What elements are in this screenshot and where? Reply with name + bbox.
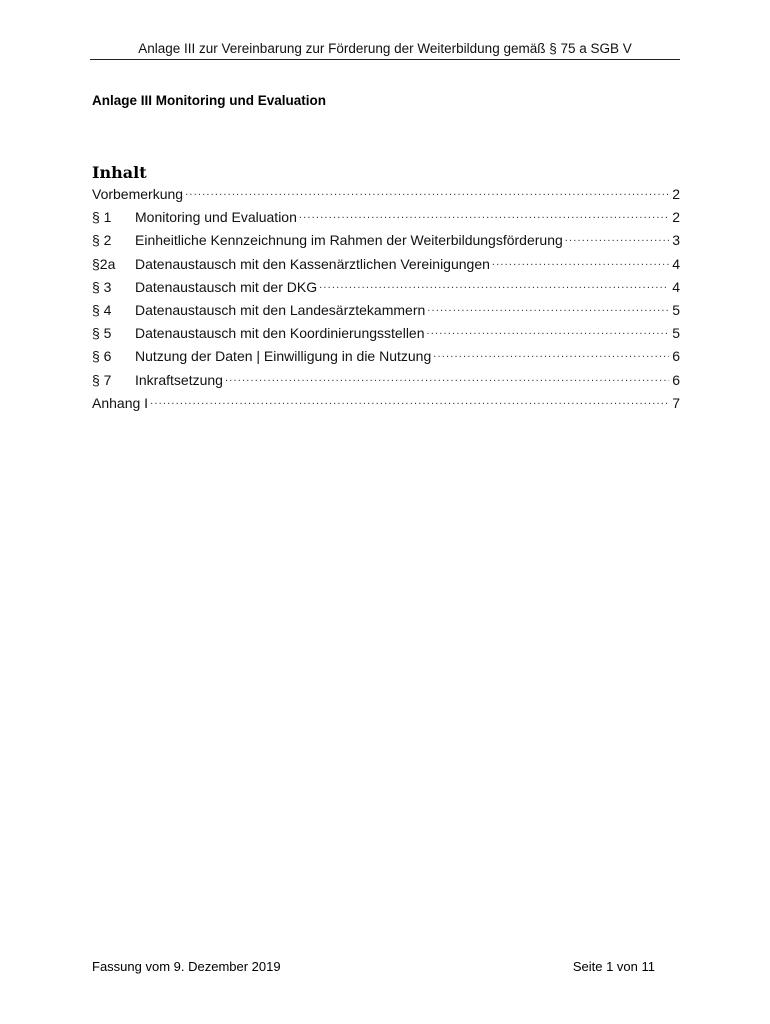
- toc-entry-page: 3: [672, 232, 680, 249]
- toc-entry-section-2a[interactable]: [92, 254, 680, 277]
- toc-entry-text: Datenaustausch mit den Koordinierungsstellen: [135, 325, 425, 342]
- toc-entry-page: 2: [672, 209, 680, 226]
- toc-entry-text: Anhang I: [92, 394, 149, 411]
- toc-entry-section-2[interactable]: [92, 230, 680, 253]
- running-header: Anlage III zur Vereinbarung zur Förderung der Weiterbildung gemäß § 75 a SGB V: [138, 41, 632, 56]
- toc-entry-number: § 1: [92, 209, 112, 226]
- toc-leader-dots: [150, 394, 669, 408]
- toc-entry-text: Monitoring und Evaluation: [135, 209, 297, 226]
- toc-entry-section-6[interactable]: [92, 346, 680, 369]
- toc-entry-section-5[interactable]: [92, 323, 680, 346]
- toc-leader-dots: [492, 255, 669, 269]
- toc-entry-text: Datenaustausch mit den Kassenärztlichen Vereinigungen: [135, 255, 490, 272]
- toc-entry-text: Datenaustausch mit der DKG: [135, 278, 318, 295]
- toc-leader-dots: [433, 347, 669, 361]
- toc-leader-dots: [427, 301, 669, 315]
- toc-entry-number: § 2: [92, 232, 112, 249]
- toc-entry-page: 5: [672, 301, 680, 318]
- header-divider: [90, 59, 680, 60]
- toc-entry-page: 5: [672, 325, 680, 342]
- footer-page-number: Seite 1 von 11: [572, 959, 655, 974]
- toc-entry-text: Einheitliche Kennzeichnung im Rahmen der Weiterbildungsförderung: [135, 232, 563, 249]
- toc-entry-number: § 4: [92, 301, 112, 318]
- toc-entry-text: Inkraftsetzung: [135, 371, 223, 388]
- toc-entry-section-1[interactable]: [92, 207, 680, 230]
- toc-entry-anhang-1[interactable]: [92, 393, 680, 416]
- toc-entry-number: §2a: [92, 255, 116, 272]
- toc-entry-page: 2: [672, 186, 680, 202]
- toc-leader-dots: [225, 371, 669, 385]
- toc-entry-text: Datenaustausch mit den Landesärztekammern: [135, 301, 426, 318]
- toc-entry-number: § 7: [92, 371, 112, 388]
- toc-leader-dots: [427, 324, 669, 338]
- toc-entry-section-7[interactable]: [92, 370, 680, 393]
- toc-entry-page: 6: [672, 371, 680, 388]
- footer-version: Fassung vom 9. Dezember 2019: [92, 959, 281, 974]
- toc-entry-section-4[interactable]: [92, 300, 680, 323]
- toc-heading: Inhalt: [92, 163, 147, 182]
- toc-entry-page: 7: [672, 394, 680, 411]
- toc-entry-number: § 6: [92, 348, 112, 365]
- toc-leader-dots: [185, 185, 669, 199]
- toc-entry-vorbemerkung[interactable]: [92, 184, 680, 207]
- toc-entry-page: 4: [672, 278, 680, 295]
- toc-entry-text: Vorbemerkung: [92, 186, 184, 202]
- toc-entry-page: 6: [672, 348, 680, 365]
- toc-leader-dots: [565, 231, 669, 245]
- toc-entry-section-3[interactable]: [92, 277, 680, 300]
- toc-entry-number: § 5: [92, 325, 112, 342]
- toc-leader-dots: [319, 278, 669, 292]
- document-title: Anlage III Monitoring und Evaluation: [92, 93, 326, 108]
- toc-leader-dots: [299, 208, 669, 222]
- toc-entry-text: Nutzung der Daten | Einwilligung in die Nutzung: [135, 348, 432, 365]
- toc-entry-number: § 3: [92, 278, 112, 295]
- table-of-contents: [92, 184, 680, 416]
- toc-entry-page: 4: [672, 255, 680, 272]
